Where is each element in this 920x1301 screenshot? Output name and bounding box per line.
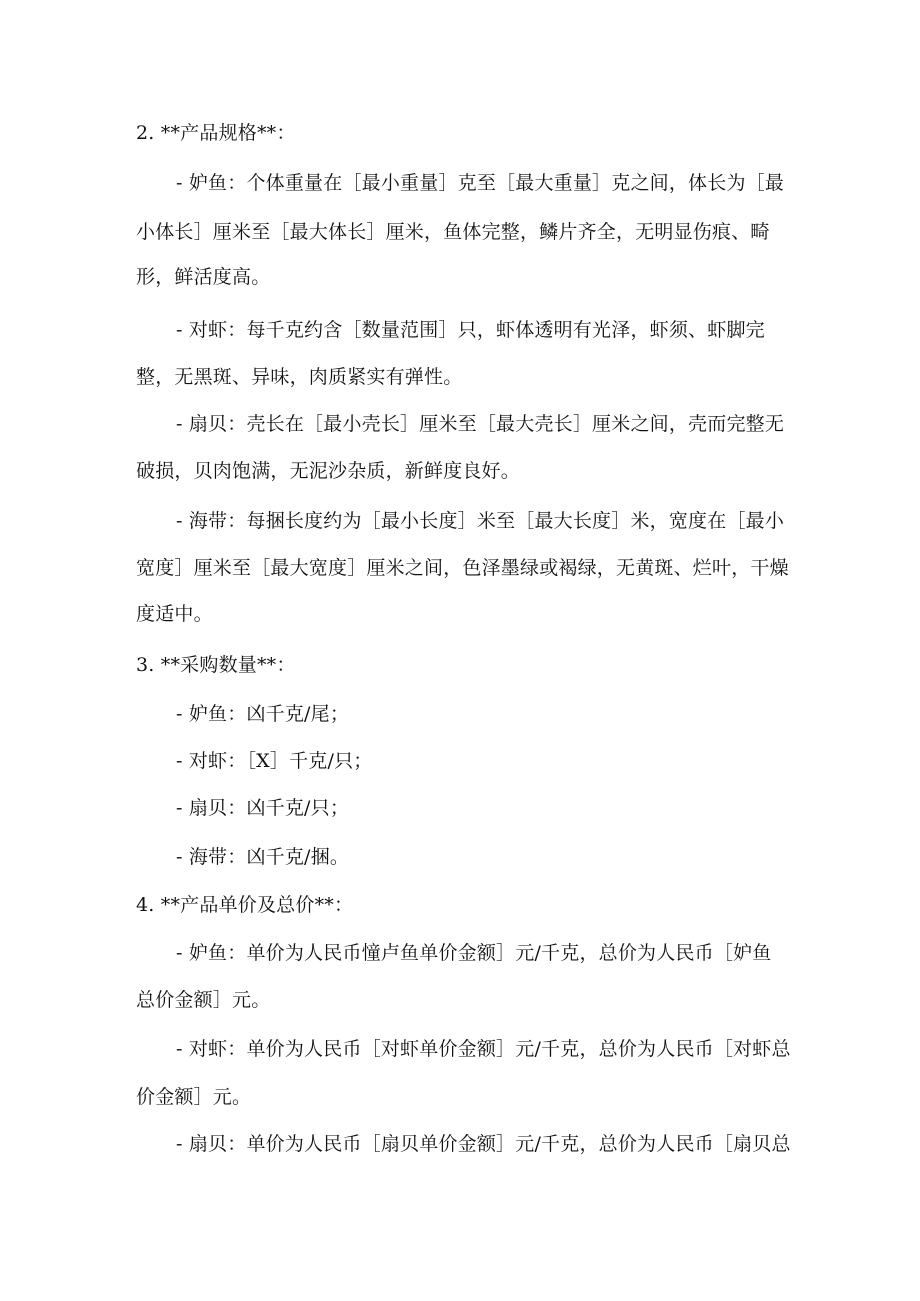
qty-haidai: - 海带：凶千克/捆。 — [176, 846, 350, 868]
price-duixia-line-1: - 对虾：单价为人民币［对虾单价金额］元/千克，总价为人民币［对虾总 — [176, 1038, 791, 1060]
spec-shanbei-line-2: 破损，贝肉饱满，无泥沙杂质，新鲜度良好。 — [136, 460, 521, 482]
spec-haidai-line-2: 宽度］厘米至［最大宽度］厘米之间，色泽墨绿或褐绿，无黄斑、烂叶，干燥 — [136, 557, 789, 579]
qty-shanbei: - 扇贝：凶千克/只； — [176, 797, 350, 819]
spec-shanbei-line-1: - 扇贝：壳长在［最小壳长］厘米至［最大壳长］厘米之间，壳而完整无 — [176, 413, 785, 435]
spec-duixia-line-1: - 对虾：每千克约含［数量范围］只，虾体透明有光泽，虾须、虾脚完 — [176, 319, 765, 341]
price-luyu-line-1: - 妒鱼：单价为人民币憧卢鱼单价金额］元/千克，总价为人民币［妒鱼 — [176, 942, 772, 964]
price-luyu-line-2: 总价金额］元。 — [136, 989, 271, 1011]
price-shanbei-line-1: - 扇贝：单价为人民币［扇贝单价金额］元/千克，总价为人民币［扇贝总 — [176, 1133, 791, 1155]
section-heading-3: 3. **采购数量**： — [136, 654, 296, 676]
spec-haidai-line-3: 度适中。 — [136, 603, 213, 625]
spec-duixia-line-2: 整，无黑斑、异味，肉质紧实有弹性。 — [136, 366, 463, 388]
section-heading-2: 2. **产品规格**： — [136, 122, 296, 144]
section-heading-4: 4. **产品单价及总价**： — [136, 894, 354, 916]
qty-duixia: - 对虾：［X］千克/只； — [176, 750, 373, 772]
spec-luyu-line-1: - 妒鱼：个体重量在［最小重量］克至［最大重量］克之间，体长为［最 — [176, 172, 785, 194]
spec-haidai-line-1: - 海带：每捆长度约为［最小长度］米至［最大长度］米，宽度在［最小 — [176, 510, 785, 532]
qty-luyu: - 妒鱼：凶千克/尾； — [176, 703, 350, 725]
price-duixia-line-2: 价金额］元。 — [136, 1086, 252, 1108]
spec-luyu-line-2: 小体长］厘米至［最大体长］厘米，鱼体完整，鳞片齐全，无明显伤痕、畸 — [136, 221, 770, 243]
spec-luyu-line-3: 形，鲜活度高。 — [136, 266, 271, 288]
